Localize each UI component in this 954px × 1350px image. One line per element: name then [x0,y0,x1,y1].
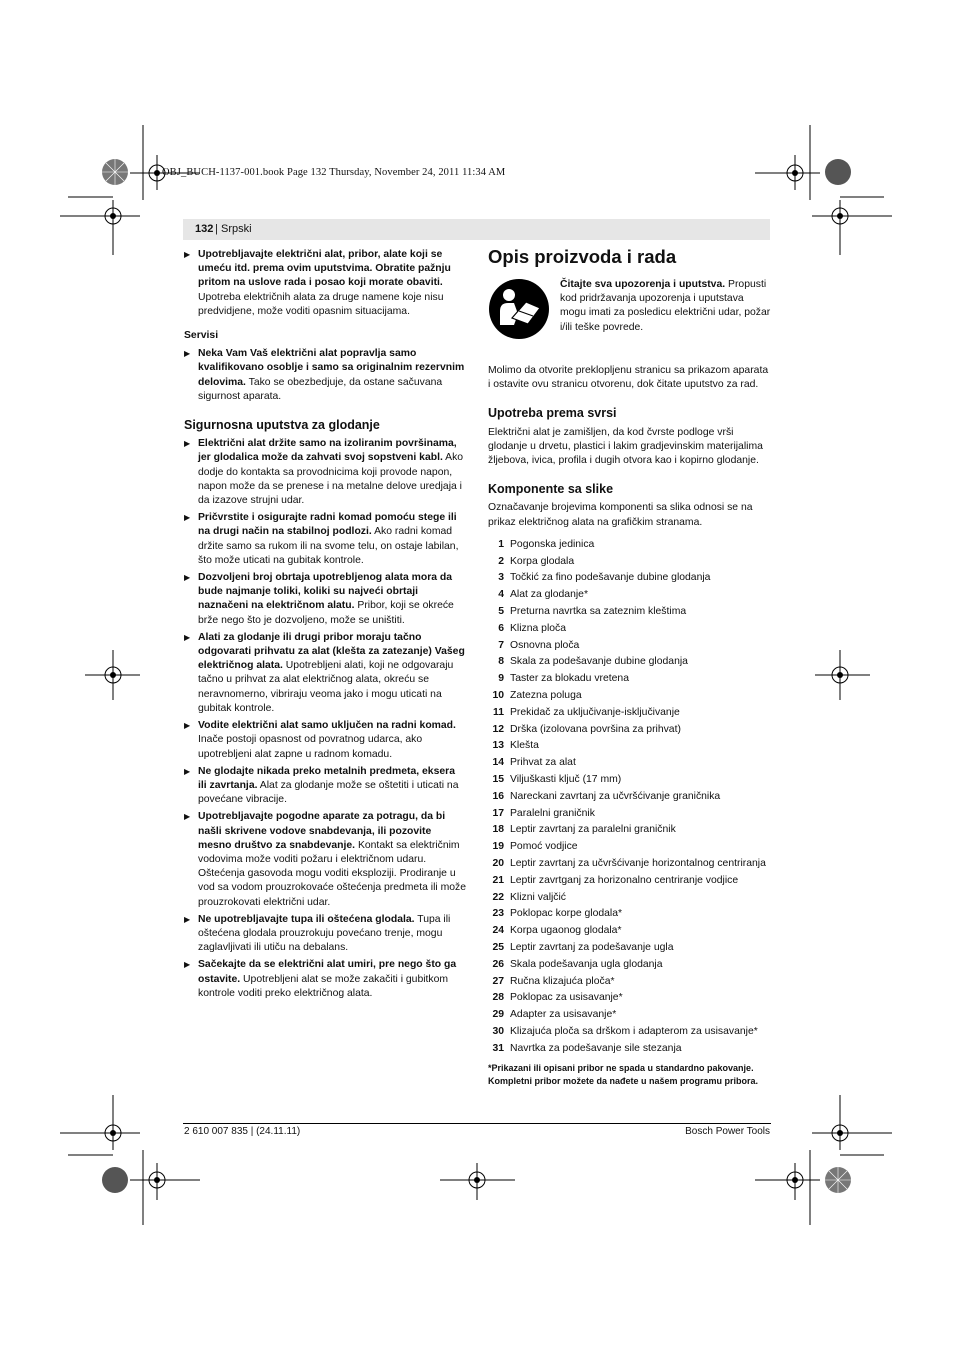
component-item [488,857,770,874]
component-number: 22 [492,891,504,903]
component-number: 25 [492,941,504,953]
safety-bullet [184,958,466,1001]
component-number: 13 [492,740,504,752]
safety-bullet [184,913,466,956]
component-item [488,823,770,840]
component-label: Prekidač za uključivanje-isključivanje [510,706,680,718]
footnote-1: *Prikazani ili opisani pribor ne spada u standardno pakovanje. [488,1062,754,1073]
component-label: Drška (izolovana površina za prihvat) [510,723,681,735]
bullet-text: Upotrebljeni alati, koji ne odgovaraju tačno u prihvat za alat električnog alata, okreću se neravnomerno, vibriraju veoma jako i mogu uticati na gubitak kontrole. [198,660,454,714]
component-item [488,891,770,908]
component-label: Ručna klizajuća ploča* [510,975,615,987]
component-item [488,538,770,555]
component-label: Korpa glodala [510,555,575,567]
bullet-text: Alat za glodanje može se oštetiti i uticati na povećane vibracije. [198,779,459,806]
bullet-text: Pribor, koji se okreće brže nego što je dozvoljeno, može se uništiti. [198,600,454,626]
bullet-text: Tako se obezbedjuje, da ostane sačuvana sigurnost aparata. [198,376,443,402]
component-item [488,571,770,588]
component-label: Navrtka za podešavanje sile stezanja [510,1042,682,1054]
component-number: 29 [492,1009,504,1021]
bullet-text: Inače postoji opasnost od povratnog udarca, ako upotrebljeni alat zapne u radnom komadu. [198,734,423,760]
file-meta-line: OBJ_BUCH-1137-001.book Page 132 Thursday, November 24, 2011 11:34 AM [162,167,506,178]
bullet-text: Ako radni komad držite samo sa rukom ili na svome telu, on ostaje labilan, što može uticati na gubitak kontrole. [198,526,459,566]
component-number: 5 [498,606,504,618]
component-label: Leptir zavrtanj za podešavanje ugla [510,941,674,953]
header-separator: | [215,223,218,235]
page-header-bar [183,219,770,240]
bullet-bold: Pričvrstite i osigurajte radni komad pomoću stege ili na drugi način na stabilnoj podlozi. [198,512,457,538]
component-item [488,639,770,656]
component-item [488,672,770,689]
component-number: 1 [498,538,504,550]
component-label: Nareckani zavrtanj za učvršćivanje graničnika [510,790,721,802]
safety-bullet [184,631,466,716]
bullet-bold: Ne glodajte nikada preko metalnih predmeta, eksera ili zavrtanja. [198,765,455,791]
usage-heading: Upotreba prema svrsi [488,406,617,421]
warning-block [488,278,770,342]
section-title: Opis proizvoda i rada [488,246,677,267]
component-item [488,555,770,572]
warning-bold: Čitajte sva upozorenja i uputstva. [560,279,726,290]
bullet-bold: Ne upotrebljavajte tupa ili oštećena glodala. [198,913,415,925]
footnote-2: Kompletni pribor možete da nađete u našem programu pribora. [488,1075,759,1086]
component-number: 11 [493,706,504,718]
component-item [488,790,770,807]
component-item [488,924,770,941]
components-heading: Komponente sa slike [488,482,614,497]
component-number: 15 [492,773,504,785]
bullet-text: Tupa ili oštećena glodala prouzrokuju povećano trenje, mogu zaglavljivati ili utiču na debalans. [198,913,451,954]
component-number: 7 [498,639,504,651]
component-number: 27 [492,975,504,987]
bullet-bold: Upotrebljavajte pogodne aparate za potragu, da bi našli skrivene vodove snabdevanja, ili pozovite mesno društvo za snabdevanje. [198,811,446,851]
safety-heading: Sigurnosna uputstva za glodanje [184,418,380,433]
component-number: 2 [498,555,504,567]
component-item [488,773,770,790]
component-number: 9 [498,673,504,685]
component-item [488,605,770,622]
safety-bullet [184,810,466,909]
component-number: 4 [498,589,504,601]
component-item [488,840,770,857]
component-label: Korpa ugaonog glodala* [510,925,622,937]
component-number: 21 [492,874,504,886]
component-number: 24 [492,925,504,937]
component-label: Osnovna ploča [510,639,580,651]
component-item [488,622,770,639]
bullet-bold: Upotrebljavajte električni alat, pribor, alate koji se umeću itd. prema ovim uputstvima. Obratite pažnju pritom na uslove rada i posao koji morate obaviti. [198,249,451,289]
footer-doc-number: 2 610 007 835 | (24.11.11) [184,1126,301,1137]
component-item [488,1008,770,1025]
right-column [488,246,770,1088]
component-number: 31 [492,1042,504,1054]
component-number: 30 [492,1025,504,1037]
component-label: Paralelni graničnik [510,807,595,819]
warning-text [560,278,772,335]
component-label: Adapter za usisavanje* [510,1009,617,1021]
component-number: 6 [498,622,504,634]
component-item [488,706,770,723]
bullet-bold: Električni alat držite samo na izoliranim površinama, jer glodalica može da zahvati svoj sopstveni kabl. [198,438,457,464]
usage-text: Električni alat je zamišljen, da kod čvrste podloge vrši glodanje u drvetu, plastici i lakim gradjevinskim materijalima žljebova, ivica, profila i dugih otvora kao i kopirno glodanje. [488,426,763,467]
component-number: 3 [498,572,504,584]
safety-bullet [184,719,466,762]
component-item [488,807,770,824]
components-list [488,538,770,1059]
component-label: Leptir zavrtanj za paralelni graničnik [510,824,676,836]
component-number: 10 [492,690,504,701]
component-item [488,941,770,958]
component-label: Klizni valjčić [510,891,567,903]
component-label: Taster za blokadu vretena [510,673,629,685]
safety-bullet [184,437,466,508]
component-label: Klizajuća ploča sa drškom i adapterom za usisavanje* [510,1025,758,1037]
intro-bullet [184,248,466,319]
component-label: Prihvat za alat [510,757,576,769]
component-item [488,975,770,992]
component-label: Skala podešavanja ugla glodanja [510,958,663,970]
component-item [488,756,770,773]
component-item [488,739,770,756]
component-item [488,588,770,605]
component-number: 16 [492,790,504,802]
component-label: Alat za glodanje* [510,589,588,601]
component-item [488,991,770,1008]
component-label: Klešta [510,740,539,752]
component-label: Preturna navrtka sa zateznim kleštima [510,606,687,618]
bullet-text: Kontakt sa električnim vodovima može voditi požaru i električnom udaru. Oštećenja gasovoda mogu voditi eksploziji. Prodiranje u vod sa vodom prouzrokovaće oštećenja predmeta ili može prouzrokovati električni udar. [198,839,466,908]
component-number: 19 [492,841,504,853]
header-language: Srpski [221,223,252,235]
component-number: 8 [498,656,504,668]
component-item [488,958,770,975]
bullet-bold: Neka Vam Vaš električni alat popravlja samo kvalifikovano osoblje i samo sa originalnim rezervnim delovima. [198,348,465,388]
bullet-bold: Vodite električni alat samo uključen na radni komad. [198,720,456,732]
component-number: 28 [492,992,504,1004]
component-label: Leptir zavrtanj za učvršćivanje horizontalnog centriranja [510,857,766,869]
component-label: Poklopac korpe glodala* [510,908,623,920]
component-label: Viljuškasti ključ (17 mm) [510,773,622,785]
bullet-text: Upotreba električnih alata za druge namene koje nisu predvidjene, može voditi opasnim situacijama. [198,291,444,317]
component-label: Leptir zavrtganj za horizonalno centriranje vodjice [510,874,739,886]
component-label: Pogonska jedinica [510,538,595,550]
component-item [488,1042,770,1059]
component-number: 12 [492,723,504,735]
footer-rule [183,1123,771,1124]
fold-note: Molimo da otvorite preklopljenu stranicu sa prikazom aparata i ostavite ovu stranicu otvorenu, dok čitate uputstvo za rad. [488,365,769,391]
component-label: Skala za podešavanje dubine glodanja [510,656,688,668]
bullet-text: Upotrebljeni alat se može zakačiti i gubitkom kontrole voditi preko električnog alata. [198,973,449,999]
left-column [184,248,466,1004]
component-number: 17 [492,807,504,819]
component-item [488,655,770,672]
component-item [488,1025,770,1042]
component-label: Poklopac za usisavanje* [510,992,623,1004]
component-label: Klizna ploča [510,622,567,634]
safety-bullet [184,765,466,808]
warning-body: Propusti kod pridržavanja upozorenja i uputstava mogu imati za posledicu električni udar, požar i/ili teške povrede. [560,279,771,333]
bullet-bold: Alati za glodanje ili drugi pribor moraju tačno odgovarati prihvatu za alat (klešta za zatezanje) Vašeg električnog alata. [198,631,465,672]
servisi-bullet [184,347,466,404]
safety-bullet [184,511,466,568]
bullet-bold: Sačekajte da se električni alat umiri, pre nego što ga ostavite. [198,959,457,985]
component-number: 14 [492,757,504,769]
bullet-text: Ako dodje do kontakta sa provodnicima koji provode napon, napon može da se prenese i na metalne delove uredjaja i da izazove strujni udar. [198,452,464,507]
component-label: Pomoć vodjice [510,841,578,853]
components-intro: Označavanje brojevima komponenti sa slika odnosi se na prikaz električnog alata na grafičkim stranama. [488,502,753,528]
component-number: 23 [492,908,504,920]
safety-bullet [184,571,466,628]
component-item [488,689,770,706]
page-number: 132 [195,223,214,235]
component-label: Zatezna poluga [510,690,582,701]
servisi-heading: Servisi [184,330,219,342]
component-item [488,874,770,891]
bullet-bold: Dozvoljeni broj obrtaja upotrebljenog alata mora da bude najmanje toliki, koliki su najveći obrtaji naznačeni na električnom alatu. [198,572,453,612]
component-label: Točkić za fino podešavanje dubine glodanja [510,572,711,584]
component-number: 18 [492,824,504,836]
component-item [488,723,770,740]
footer-brand: Bosch Power Tools [685,1126,770,1137]
component-item [488,907,770,924]
component-number: 26 [492,958,504,970]
component-number: 20 [492,857,504,869]
read-manual-icon [488,278,550,340]
